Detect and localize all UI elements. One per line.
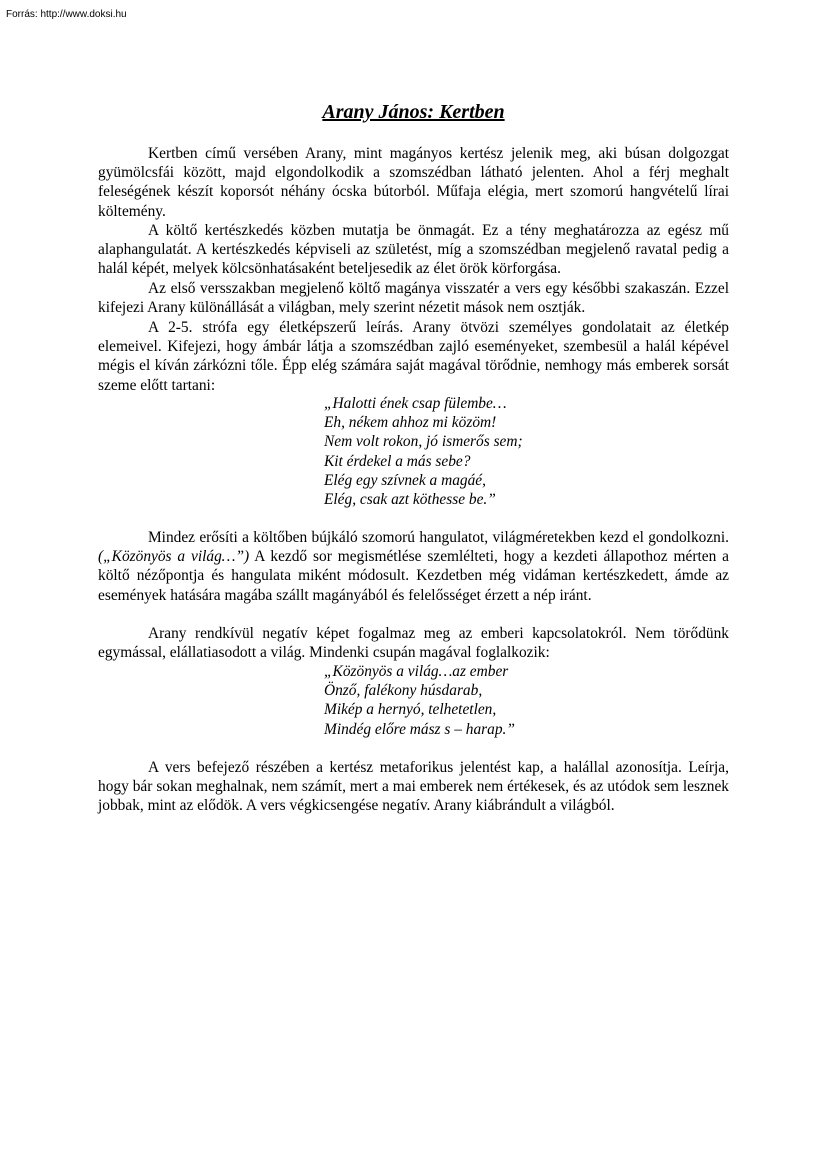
paragraph-text: A költő kertészkedés közben mutatja be önmagát. Ez a tény meghatározza az egész mű alaphangulatát. A kertészkedés képviseli az születést, míg a szomszédban megjelenő ravatal pedig a halál képét, melyek kölcsönhatásaként beteljesedik az élet örök körforgása. xyxy=(98,222,729,278)
poem-line: „Halotti ének csap fülembe… xyxy=(324,395,507,412)
poem-quote-2 xyxy=(324,662,724,739)
paragraph-text: A 2-5. strófa egy életképszerű leírás. Arany ötvözi személyes gondolatait az életkép elemeivel. Kifejezi, hogy ámbár látja a szomszédban zajló eseményeket, szembesül a halál képével mégis el kíván zárkózni tőle. Épp elég számára saját magával törődnie, nemhogy más emberek sorsát szeme előtt tartani: xyxy=(98,319,729,394)
document-title: Arany János: Kertben xyxy=(322,101,505,123)
paragraph-text: Kertben című versében Arany, mint magányos kertész jelenik meg, aki búsan dolgozgat gyümölcsfái között, majd elgondolkodik a szomszédban látható jelenten. Ahol a férj meghalt feleségének készít koporsót néhány ócska bútorból. Műfaja elégia, mert szomorú hangvételű lírai költemény. xyxy=(98,145,729,220)
poem-line: Önző, falékony húsdarab, xyxy=(324,682,483,700)
paragraph-text: Mindez erősíti a költőben bújkáló szomorú hangulatot, világméretekben kezd el gondolkozni. xyxy=(148,529,729,546)
paragraph xyxy=(98,758,729,816)
paragraph xyxy=(98,144,729,221)
paragraph-text: Az első versszakban megjelenő költő magánya visszatér a vers egy későbbi szakaszán. Ezzel kifejezi Arany különállását a világban, mely szerint nézetit mások nem osztják. xyxy=(98,280,729,317)
poem-line: Nem volt rokon, jó ismerős sem; xyxy=(324,433,523,451)
poem-line: Elég egy szívnek a magáé, xyxy=(324,471,486,489)
paragraph-text: Arany rendkívül negatív képet fogalmaz meg az emberi kapcsolatokról. Nem törődünk egymással, elállatiasodott a világ. Mindenki csupán magával foglalkozik: xyxy=(98,625,729,662)
poem-line: Eh, nékem ahhoz mi közöm! xyxy=(324,414,497,432)
poem-line: Mikép a hernyó, telhetetlen, xyxy=(324,701,497,719)
paragraph-text: A kezdő sor megismétlése szemlélteti, hogy a kezdeti állapothoz mérten a költő nézőpontja és hangulata miként módosult. Kezdetben még vidáman kertészkedett, ámde az események hatására magába szállt magányából és felelősséget érzett a nép iránt. xyxy=(98,548,729,604)
paragraph xyxy=(98,279,729,317)
poem-line: Kit érdekel a más sebe? xyxy=(324,452,471,470)
paragraph xyxy=(98,221,729,279)
paragraph xyxy=(98,528,729,605)
poem-line: „Közönyös a világ…az ember xyxy=(324,663,509,680)
source-note: Forrás: http://www.doksi.hu xyxy=(6,9,127,20)
paragraph xyxy=(98,318,729,395)
poem-quote-1 xyxy=(324,394,724,509)
paragraph-text: A vers befejező részében a kertész metaforikus jelentést kap, a halállal azonosítja. Leírja, hogy bár sokan meghalnak, nem számít, mert a mai emberek nem értékesek, és az utódok sem lesznek jobbak, mint az elődök. A vers végkicsengése negatív. Arany kiábrándult a világból. xyxy=(98,759,729,815)
poem-line: Mindég előre mász s – harap.” xyxy=(324,720,515,738)
paragraph xyxy=(98,624,729,662)
inline-quote: („Közönyös a világ…”) xyxy=(98,548,250,566)
poem-line: Elég, csak azt köthesse be.” xyxy=(324,491,496,509)
